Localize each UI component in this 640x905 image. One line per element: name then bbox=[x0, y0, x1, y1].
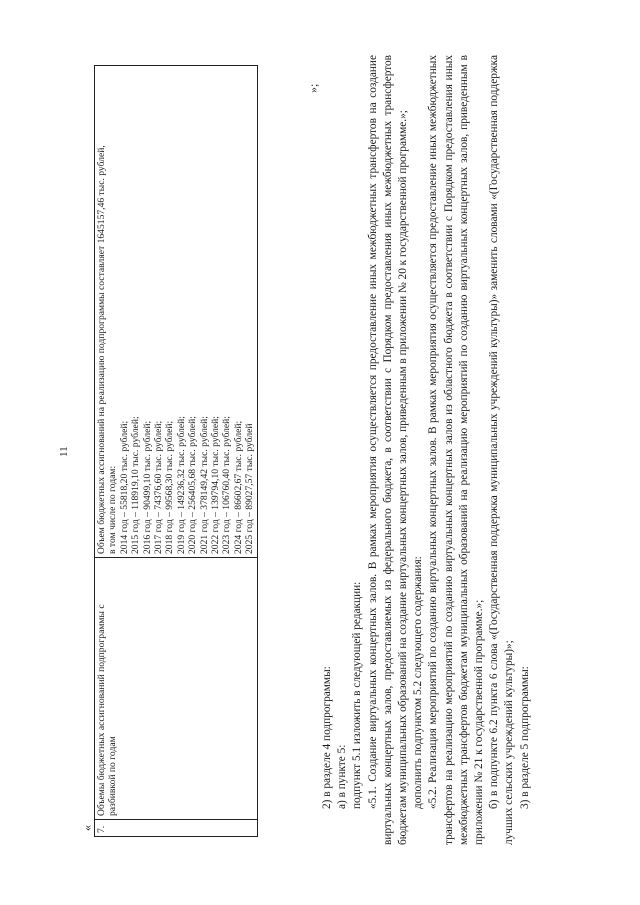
paragraph: 2) в разделе 4 подпрограммы: bbox=[321, 666, 333, 809]
funding-year-line: 2017 год – 74376,60 тыс. рублей; bbox=[153, 420, 165, 554]
row-value bbox=[95, 66, 258, 558]
funding-year-line: 2023 год – 106760,40 тыс. рублей; bbox=[221, 416, 233, 554]
paragraph: «5.2. Реализация мероприятий по созданию виртуальных концертных залов. В рамках мероприятия осуществляется предоставление иных межбюджетных трансфертов на реализацию мероприятий по созданию виртуальных концертных залов из областного бюджета в соответствии с Порядком предоставления иных межбюджетных трансфертов бюджетам муниципальных образований на реализацию мероприятий по созданию виртуальных концертных залов, приведенным в приложении № 21 к государственной программе.»; bbox=[427, 55, 486, 845]
funding-year-line: 2018 год – 99568,30 тыс. рублей; bbox=[164, 420, 176, 554]
page-number: 11 bbox=[58, 446, 70, 457]
funding-year-line: 2024 год – 86602,67 тыс. рублей; bbox=[232, 420, 244, 554]
amendment-text bbox=[320, 55, 533, 845]
paragraph: дополнить подпунктом 5.2 следующего содержания: bbox=[412, 556, 425, 809]
passport-table bbox=[94, 65, 258, 837]
row-number: 7. bbox=[95, 820, 258, 837]
opening-quote: « bbox=[80, 825, 94, 831]
paragraph: б) в подпункте 6.2 пункта 6 слова «(Государственная поддержка муниципальных учреждений культуры)» заменить словами «(Государственная поддержка лучших сельских учреждений культуры)»; bbox=[488, 55, 516, 845]
table-row bbox=[95, 66, 258, 837]
funding-year-line: 2020 год – 256405,68 тыс. рублей; bbox=[187, 416, 199, 554]
funding-year-line: 2019 год – 149236,32 тыс. рублей; bbox=[175, 416, 187, 554]
row-label: Объемы бюджетных ассигнований подпрограммы с разбивкой по годам bbox=[95, 558, 258, 820]
closing-quote: »; bbox=[306, 83, 320, 93]
paragraph: «5.1. Создание виртуальных концертных залов. В рамках мероприятия осуществляется предоставление иных межбюджетных трансфертов на создание виртуальных концертных залов, предоставляемых из федерального бюджета, в соответствии с Порядком предоставления иных межбюджетных трансфертов бюджетам муниципальных образований на создание виртуальных концертных залов, приведенным в приложении № 20 к государственной программе.»; bbox=[366, 55, 410, 845]
funding-year-line: 2022 год – 139794,10 тыс. рублей; bbox=[210, 416, 222, 554]
paragraph: подпункт 5.1 изложить в следующей редакции: bbox=[351, 581, 364, 809]
paragraph: а) в пункте 5: bbox=[336, 744, 349, 809]
funding-total: Объем бюджетных ассигнований на реализацию подпрограммы составляет 1645157,46 тыс. рублей, bbox=[96, 145, 107, 554]
paragraph: 3) в разделе 5 подпрограммы: bbox=[518, 666, 531, 809]
funding-year-line: 2021 год – 378149,42 тыс. рублей; bbox=[198, 416, 210, 554]
funding-year-line: 2014 год – 55818,20 тыс. рублей; bbox=[118, 420, 130, 554]
funding-year-line: 2015 год – 118919,10 тыс. рублей; bbox=[130, 416, 142, 554]
funding-year-line: 2025 год – 89027,57 тыс. рублей bbox=[244, 423, 256, 554]
funding-year-line: 2016 год – 90499,10 тыс. рублей; bbox=[141, 420, 153, 554]
funding-by-years-heading: в том числе по годам: bbox=[107, 465, 119, 554]
